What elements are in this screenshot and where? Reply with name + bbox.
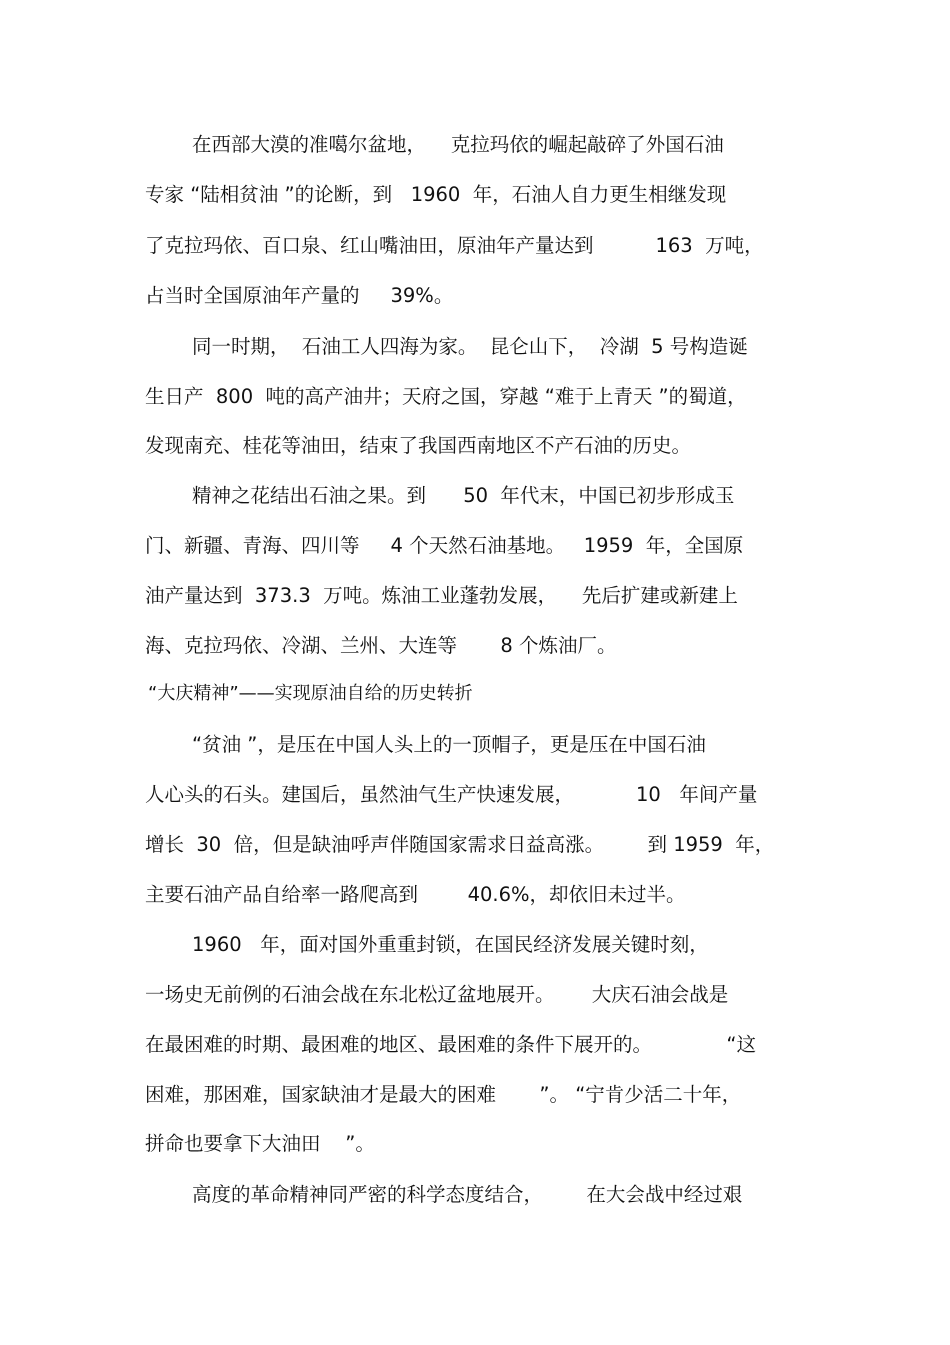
paragraph-line: 主要石油产品自给率一路爬高到 40.6%，却依旧未过半。 [145,883,686,906]
paragraph-line: 精神之花结出石油之果。到 50 年代末，中国已初步形成玉 [192,484,735,507]
paragraph-line: 占当时全国原油年产量的 39%。 [145,284,454,307]
paragraph-line: 门、新疆、青海、四川等 4 个天然石油基地。 1959 年，全国原 [145,534,744,557]
paragraph-line: 高度的革命精神同严密的科学态度结合， 在大会战中经过艰 [192,1183,743,1206]
paragraph-line: 专家 “陆相贫油 ”的论断，到 1960 年，石油人自力更生相继发现 [145,183,727,206]
paragraph-line: 增长 30 倍，但是缺油呼声伴随国家需求日益高涨。 到 1959 年， [145,833,775,856]
paragraph-line: “贫油 ”，是压在中国人头上的一顶帽子，更是压在中国石油 [192,733,706,756]
paragraph-line: 了克拉玛依、百口泉、红山嘴油田，原油年产量达到 163 万吨， [145,234,764,257]
paragraph-line: 海、克拉玛依、冷湖、兰州、大连等 8 个炼油厂。 [145,634,617,657]
paragraph-line: 一场史无前例的石油会战在东北松辽盆地展开。 大庆石油会战是 [145,983,729,1006]
paragraph-line: 生日产 800 吨的高产油井；天府之国，穿越 “难于上青天 ”的蜀道， [145,385,747,408]
paragraph-line: 拼命也要拿下大油田 ”。 [145,1132,375,1155]
paragraph-line: 发现南充、桂花等油田，结束了我国西南地区不产石油的历史。 [145,434,692,457]
section-heading: “大庆精神”——实现原油自给的历史转折 [148,683,473,704]
paragraph-line: 困难，那困难，国家缺油才是最大的困难 ”。 “宁肯少活二十年， [145,1083,742,1106]
paragraph-line: 人心头的石头。建国后，虽然油气生产快速发展， 10 年间产量 [145,783,758,806]
paragraph-line: 油产量达到 373.3 万吨。炼油工业蓬勃发展， 先后扩建或新建上 [145,584,738,607]
paragraph-line: 同一时期， 石油工人四海为家。 昆仑山下， 冷湖 5 号构造诞 [192,335,748,358]
paragraph-line: 在西部大漠的准噶尔盆地， 克拉玛依的崛起敲碎了外国石油 [192,133,724,156]
paragraph-line: 在最困难的时期、最困难的地区、最困难的条件下展开的。 “这 [145,1033,756,1056]
paragraph-line: 1960 年，面对国外重重封锁，在国民经济发展关键时刻， [192,933,709,956]
